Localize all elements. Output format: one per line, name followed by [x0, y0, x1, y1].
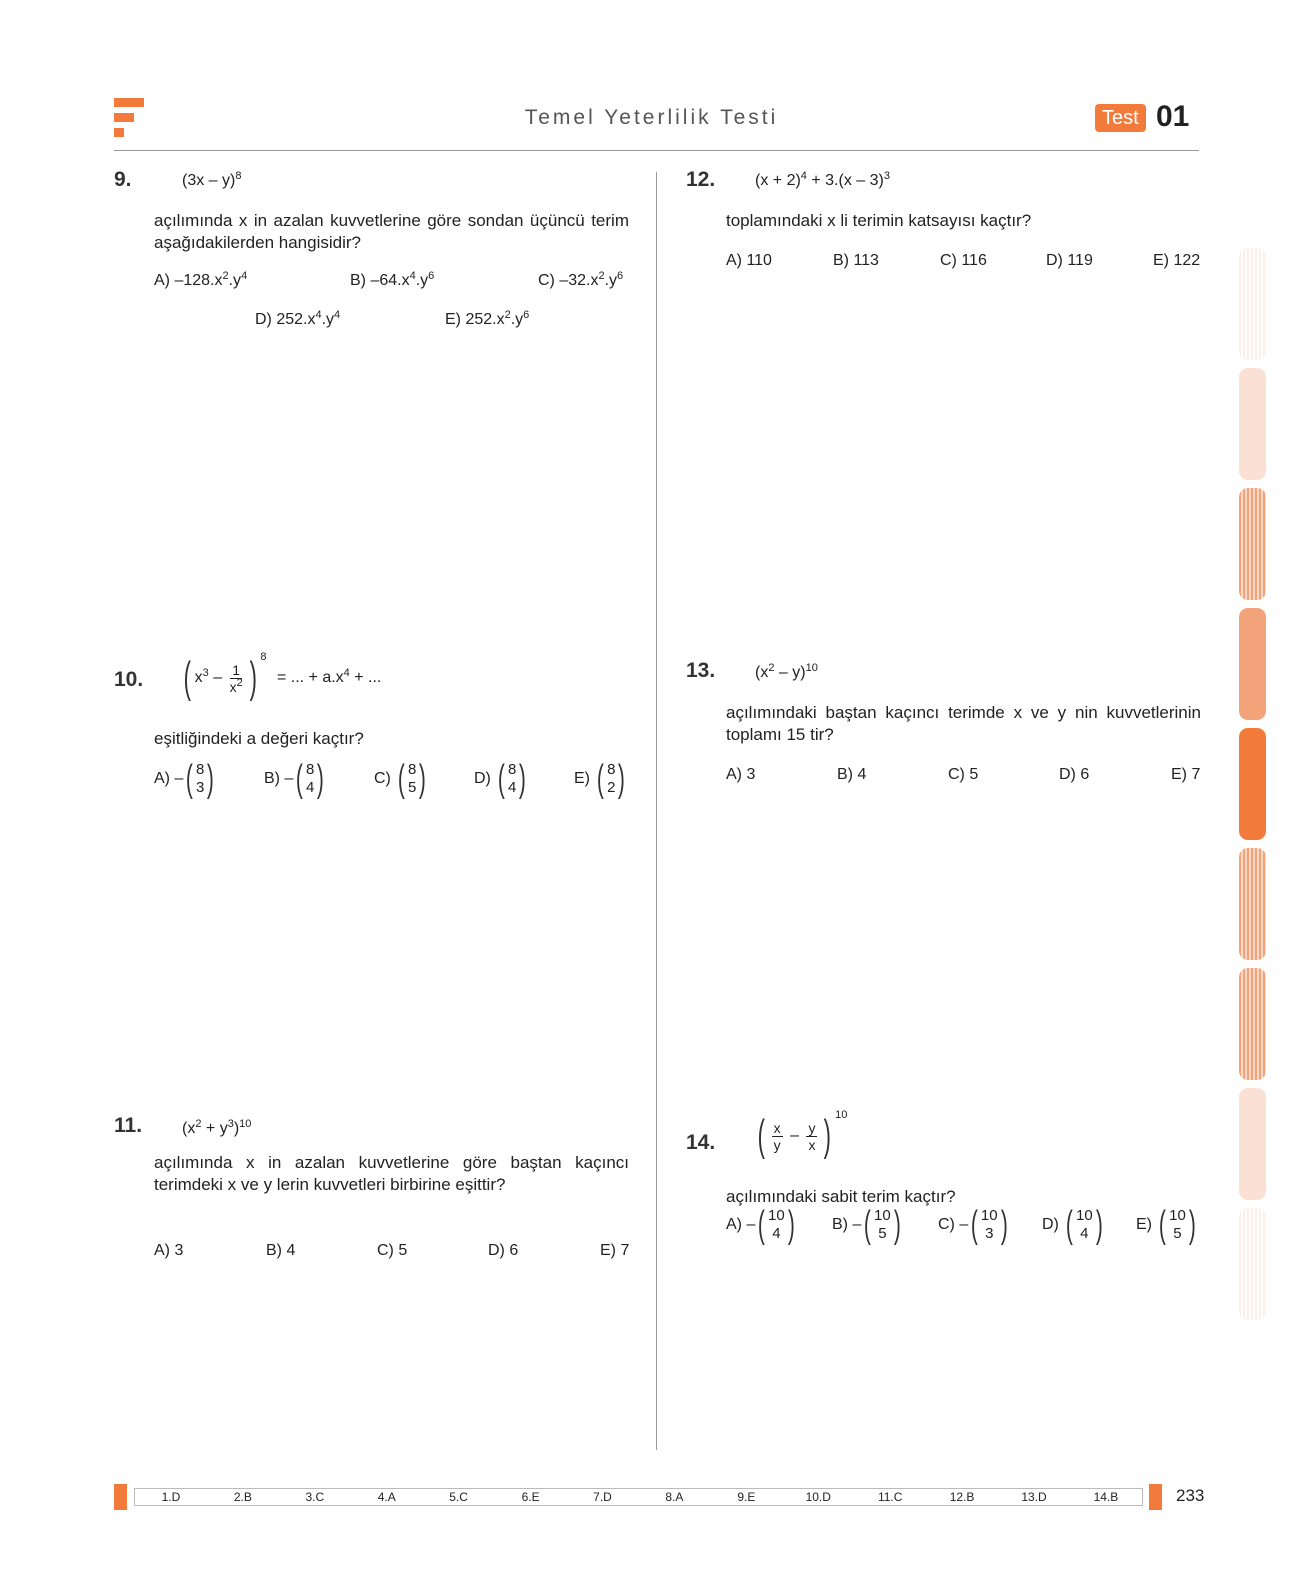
binomial-coefficient: 10 5	[874, 1207, 891, 1242]
question-14-option-b[interactable]: B) – ( 10 5 )	[832, 1204, 901, 1246]
question-11-option-b[interactable]: B) 4	[266, 1242, 296, 1259]
question-11-option-c[interactable]: C) 5	[377, 1242, 408, 1259]
side-tab-8[interactable]	[1239, 1088, 1266, 1200]
question-10-option-b[interactable]: B) – ( 8 4 )	[264, 758, 325, 800]
option-sign: –	[284, 770, 294, 787]
question-14-option-a[interactable]: A) – ( 10 4 )	[726, 1204, 795, 1246]
question-12-number: 12.	[686, 168, 716, 191]
option-label: D)	[1042, 1216, 1064, 1234]
option-sign: –	[174, 770, 184, 787]
question-12-text: toplamındaki x li terimin katsayısı kaçtır?	[726, 211, 1032, 230]
question-10-option-c[interactable]: C) ( 8 5 )	[374, 758, 427, 800]
question-9-expression: (3x – y)$^8$	[182, 170, 242, 189]
answer-key-item: 12.B	[949, 1490, 975, 1504]
binomial-coefficient: 10 4	[1075, 1207, 1093, 1242]
option-label: B)	[832, 1216, 853, 1234]
question-14-option-d[interactable]: D) ( 10 4 )	[1042, 1204, 1103, 1246]
question-11-option-e[interactable]: E) 7	[600, 1242, 630, 1259]
option-sign: –	[959, 1216, 969, 1233]
footer-accent-left	[114, 1484, 127, 1510]
answer-key-item: 2.B	[233, 1490, 252, 1504]
question-10-text: eşitliğindeki a değeri kaçtır?	[154, 729, 364, 748]
side-tab-3[interactable]	[1239, 488, 1266, 600]
question-11-number: 11.	[114, 1114, 143, 1137]
question-9-option-a[interactable]: A) $-128.x^2.y^4$	[154, 270, 248, 289]
side-tab-2[interactable]	[1239, 368, 1266, 480]
question-14-option-e[interactable]: E) ( 10 5 )	[1136, 1204, 1196, 1246]
question-11-text: açılımında x in azalan kuvvetlerine göre baştan kaçıncı terimdeki x ve y lerin kuvvetleri birbirine eşittir?	[154, 1153, 629, 1194]
column-divider	[656, 172, 657, 1450]
answer-key-item: 13.D	[1021, 1490, 1047, 1504]
question-13-option-a[interactable]: A) 3	[726, 766, 756, 783]
answer-key-item: 8.A	[665, 1490, 684, 1504]
question-12-option-e[interactable]: E) 122	[1153, 252, 1201, 269]
question-9-number: 9.	[114, 168, 132, 191]
answer-key-item: 3.C	[305, 1490, 325, 1504]
option-sign: –	[852, 1216, 862, 1233]
question-10-option-e[interactable]: E) ( 8 2 )	[574, 758, 626, 800]
question-10-option-a[interactable]: A) – ( 8 3 )	[154, 758, 215, 800]
question-11-expression: $(x^2 + y^3)^{10}$	[182, 1118, 252, 1137]
side-tab-5-active[interactable]	[1239, 728, 1266, 840]
question-9-option-e[interactable]: E) $252.x^2.y^6$	[445, 309, 530, 328]
binomial-coefficient: 8 5	[407, 761, 417, 796]
question-13-option-e[interactable]: E) 7	[1171, 766, 1201, 783]
binomial-coefficient: 8 3	[196, 761, 205, 796]
answer-key-item: 4.A	[377, 1490, 396, 1504]
binomial-coefficient: 8 4	[306, 761, 315, 796]
binomial-coefficient: 8 2	[607, 761, 616, 796]
question-12-option-c[interactable]: C) 116	[940, 252, 987, 269]
question-13-text: açılımındaki baştan kaçıncı terimde x ve y nin kuvvetlerinin toplamı 15 tir?	[726, 703, 1201, 744]
question-11-option-d[interactable]: D) 6	[488, 1242, 519, 1259]
option-label: B)	[264, 770, 285, 788]
answer-key-item: 5.C	[449, 1490, 468, 1504]
question-9-option-d[interactable]: D) $252.x^4.y^4$	[255, 309, 341, 328]
header-divider	[114, 150, 1199, 151]
page-title: Temel Yeterlilik Testi	[524, 106, 779, 129]
binomial-coefficient: 10 5	[1169, 1207, 1186, 1242]
option-sign: –	[746, 1216, 756, 1233]
question-11-option-a[interactable]: A) 3	[154, 1242, 184, 1259]
option-label: A)	[726, 1216, 747, 1234]
side-tab-9[interactable]	[1239, 1208, 1266, 1320]
binomial-coefficient: 8 4	[507, 761, 517, 796]
side-tab-4[interactable]	[1239, 608, 1266, 720]
option-label: C)	[374, 770, 396, 788]
question-10-option-d[interactable]: D) ( 8 4 )	[474, 758, 527, 800]
option-label: D)	[474, 770, 496, 788]
question-14-text: açılımındaki sabit terim kaçtır?	[726, 1187, 956, 1206]
side-tab-6[interactable]	[1239, 848, 1266, 960]
answer-key-item: 6.E	[521, 1490, 540, 1504]
question-14-expression: ( $\frac{x}{y}$ – $\frac{y}{x}$ ) $^{10}$	[757, 1109, 848, 1160]
question-14-number: 14.	[686, 1131, 716, 1154]
footer-accent-right	[1149, 1484, 1162, 1510]
page-number: 233	[1176, 1486, 1205, 1505]
question-12-option-d[interactable]: D) 119	[1046, 252, 1093, 269]
question-13-option-c[interactable]: C) 5	[948, 766, 979, 783]
question-9-option-c[interactable]: C) $-32.x^2.y^6$	[538, 270, 624, 289]
option-label: E)	[1136, 1216, 1157, 1234]
test-badge: Test	[1095, 104, 1146, 132]
answer-key-item: 1.D	[161, 1490, 181, 1504]
option-label: C)	[938, 1216, 960, 1234]
answer-key	[134, 1488, 1143, 1506]
binomial-coefficient: 10 4	[768, 1207, 785, 1242]
question-13-expression: $(x^2 - y)^{10}$	[755, 662, 818, 681]
question-12-option-a[interactable]: A) 110	[726, 252, 772, 269]
question-12-expression: $(x + 2)^4 + 3.(x - 3)^3$	[755, 170, 890, 189]
question-10-expression: ( $x^3$ – $\frac{1}{x^2}$ ) $^8$ = ... + $a.x^4$ + ...	[183, 651, 382, 702]
answer-key-item: 9.E	[737, 1490, 756, 1504]
option-label: A)	[154, 770, 175, 788]
question-14-option-c[interactable]: C) – ( 10 3 )	[938, 1204, 1008, 1246]
binomial-coefficient: 10 3	[980, 1207, 998, 1242]
option-label: E)	[574, 770, 595, 788]
question-10-number: 10.	[114, 668, 144, 691]
side-tab-7[interactable]	[1239, 968, 1266, 1080]
question-13-number: 13.	[686, 659, 716, 682]
question-12-option-b[interactable]: B) 113	[833, 252, 879, 269]
answer-key-item: 14.B	[1093, 1490, 1119, 1504]
question-9-text: açılımında x in azalan kuvvetlerine göre sondan üçüncü terim aşağıdakilerden hangisidir?	[154, 211, 629, 252]
side-tab-1[interactable]	[1239, 248, 1266, 360]
answer-key-item: 10.D	[805, 1490, 831, 1504]
question-9-option-b[interactable]: B) $-64.x^4.y^6$	[350, 270, 435, 289]
answer-key-item: 7.D	[593, 1490, 612, 1504]
answer-key-item: 11.C	[877, 1490, 903, 1504]
test-number: 01	[1156, 100, 1190, 133]
question-13-option-d[interactable]: D) 6	[1059, 766, 1090, 783]
question-13-option-b[interactable]: B) 4	[837, 766, 867, 783]
